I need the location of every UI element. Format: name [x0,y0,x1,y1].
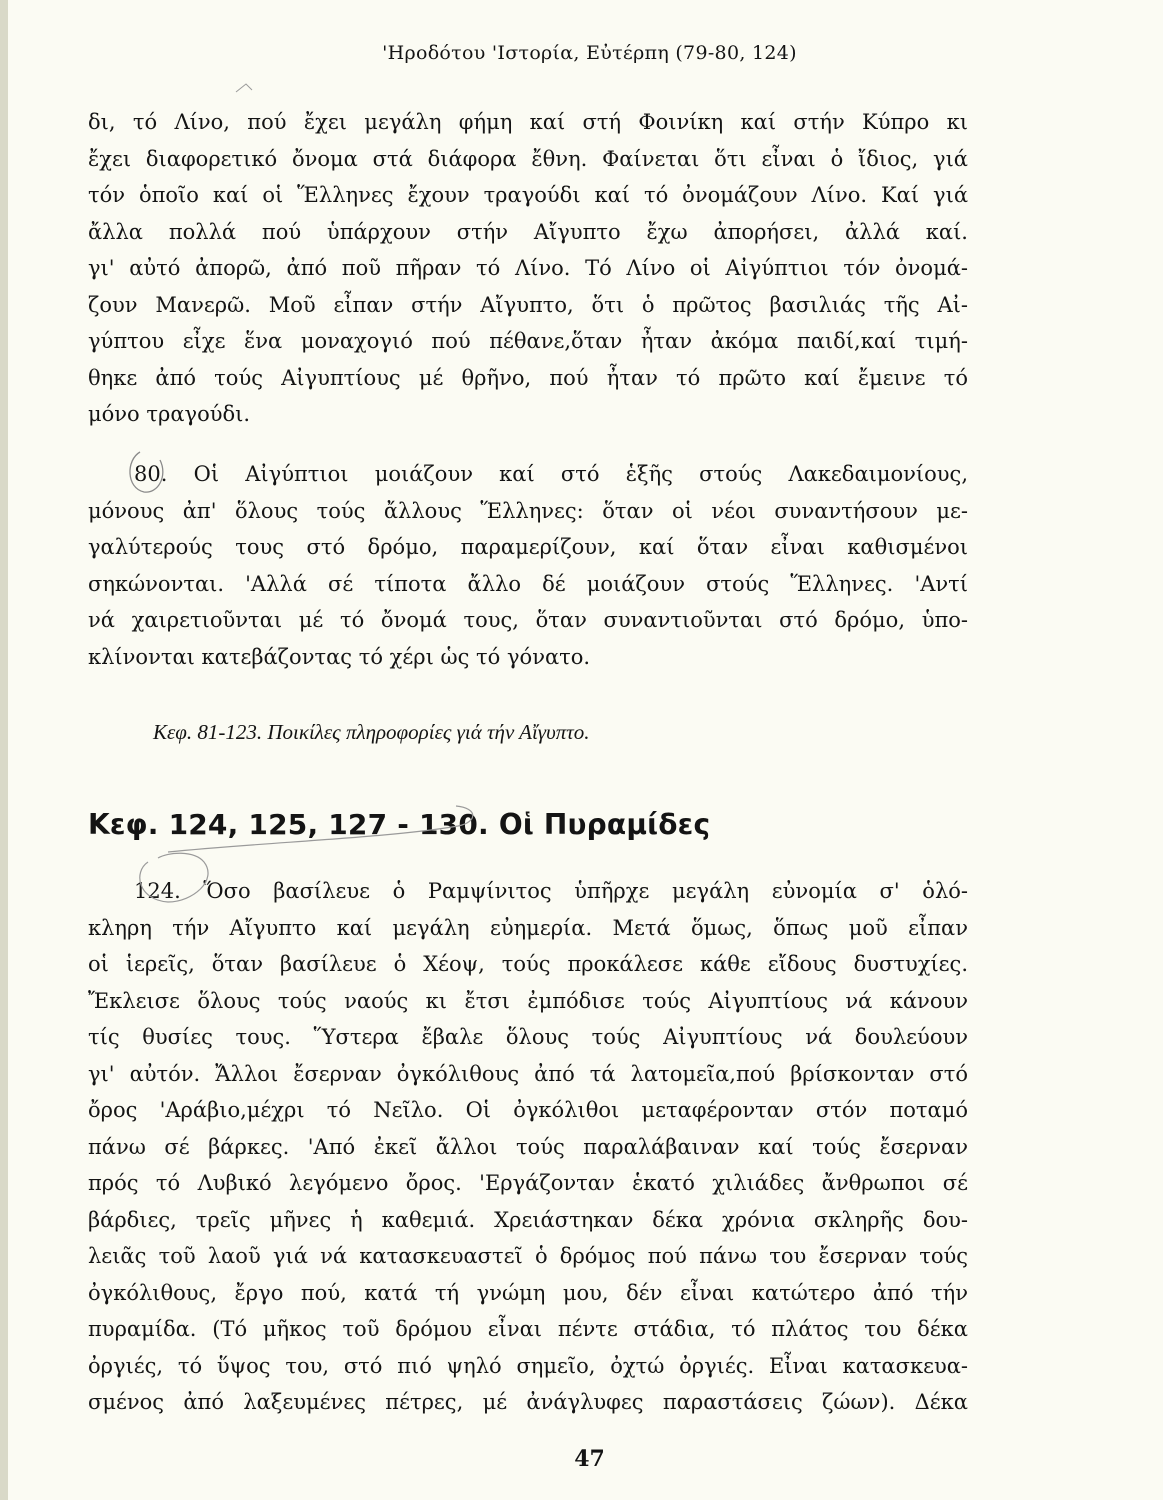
text-line: γύπτου εἶχε ἕνα μοναχογιό πού πέθανε,ὅταν ἦταν ἀκόμα παιδί,καί τιμή- [88,329,968,353]
text-line: γαλύτερούς τους στό δρόμο, παραμερίζουν, καί ὅταν εἶναι καθισμένοι [88,535,968,559]
text-line: δι, τό Λίνο, πού ἔχει μεγάλη φήμη καί στή Φοινίκη καί στήν Κύπρο κι [88,110,968,134]
text-line: 80. Οἱ Αἰγύπτιοι μοιάζουν καί στό ἑξῆς στούς Λακεδαιμονίους, [134,462,968,486]
text-line: ὄρος 'Αράβιο,μέχρι τό Νεῖλο. Οἱ ὀγκόλιθοι μεταφέρονταν στόν ποταμό [88,1098,968,1122]
text-line: Ἔκλεισε ὅλους τούς ναούς κι ἔτσι ἐμπόδισε τούς Αἰγυπτίους νά κάνουν [88,988,968,1013]
running-header: 'Ηροδότου 'Ιστορία, Εὐτέρπη (79-80, 124) [382,42,797,64]
text-line: τόν ὁποῖο καί οἱ Ἕλληνες ἔχουν τραγούδι καί τό ὀνομάζουν Λίνο. Καί γιά [88,183,968,207]
paragraph-124 [88,873,968,1421]
paragraph-80 [88,456,968,675]
text-line: γι' αὐτό ἀπορῶ, ἀπό ποῦ πῆραν τό Λίνο. Τό Λίνο οἱ Αἰγύπτιοι τόν ὀνομά- [88,256,968,280]
text-line: 124. Ὅσο βασίλευε ὁ Ραμψίνιτος ὑπῆρχε μεγάλη εὐνομία σ' ὁλό- [134,879,968,903]
text-line: ὀργιές, τό ὕψος του, στό πιό ψηλό σημεῖο, ὀχτώ ὀργιές. Εἶναι κατασκευα- [88,1353,968,1378]
text-line: βάρδιες, τρεῖς μῆνες ἡ καθεμιά. Χρειάστηκαν δέκα χρόνια σκληρῆς δου- [88,1207,968,1232]
text-line: ὀγκόλιθους, ἔργο πού, κατά τή γνώμη μου, δέν εἶναι κατώτερο ἀπό τήν [88,1280,968,1305]
text-line: νά χαιρετιοῦνται μέ τό ὄνομά τους, ὅταν συναντιοῦνται στό δρόμο, ὑπο- [88,608,968,632]
text-line: λειᾶς τοῦ λαοῦ γιά νά κατασκευαστεῖ ὁ δρόμος πού πάνω του ἔσερναν τούς [88,1244,968,1268]
text-line: γι' αὐτόν. Ἄλλοι ἔσερναν ὀγκόλιθους ἀπό τά λατομεῖα,πού βρίσκονταν στό [88,1061,968,1086]
text-line: σηκώνονται. 'Αλλά σέ τίποτα ἄλλο δέ μοιάζουν στούς Ἕλληνες. 'Αντί [88,571,968,596]
text-line: ἄλλα πολλά πού ὑπάρχουν στήν Αἴγυπτο ἔχω ἀπορήσει, ἀλλά καί. [88,219,968,244]
text-line: μόνους ἀπ' ὅλους τούς ἄλλους Ἕλληνες: ὅταν οἱ νέοι συναντήσουν με- [88,498,968,523]
text-line: πρός τό Λυβικό λεγόμενο ὄρος. 'Εργάζονταν ἑκατό χιλιάδες ἄνθρωποι σέ [88,1171,968,1195]
paragraph-79 [88,104,968,433]
text-line: μόνο τραγούδι. [88,402,251,426]
text-line: τίς θυσίες τους. Ὕστερα ἔβαλε ὅλους τούς Αἰγυπτίους νά δουλεύουν [88,1025,968,1049]
text-line: οἱ ἱερεῖς, ὅταν βασίλευε ὁ Χέοψ, τούς προκάλεσε κάθε εἴδους δυστυχίες. [88,952,968,976]
chapter-summary: Κεφ. 81-123. Ποικίλες πληροφορίες γιά τήν Αἴγυπτο. [153,720,590,744]
text-line: σμένος ἀπό λαξευμένες πέτρες, μέ ἀνάγλυφες παραστάσεις ζώων). Δέκα [88,1390,968,1414]
page-number: 47 [574,1446,605,1472]
pencil-tick [236,84,252,92]
text-line: ζουν Μανερῶ. Μοῦ εἶπαν στήν Αἴγυπτο, ὅτι ὁ πρῶτος βασιλιάς τῆς Αἰ- [88,292,968,317]
section-heading: Κεφ. 124, 125, 127 - 130. Οἱ Πυραμίδες [88,808,711,841]
text-line: πάνω σέ βάρκες. 'Από ἐκεῖ ἄλλοι τούς παραλάβαιναν καί τούς ἔσερναν [88,1134,968,1159]
text-line: ἔχει διαφορετικό ὄνομα στά διάφορα ἔθνη. Φαίνεται ὅτι εἶναι ὁ ἴδιος, γιά [88,146,968,171]
text-line: θηκε ἀπό τούς Αἰγυπτίους μέ θρῆνο, πού ἦταν τό πρῶτο καί ἔμεινε τό [88,365,968,390]
text-line: κλίνονται κατεβάζοντας τό χέρι ὡς τό γόνατο. [88,644,591,669]
text-line: κληρη τήν Αἴγυπτο καί μεγάλη εὐημερία. Μετά ὅμως, ὅπως μοῦ εἶπαν [88,915,968,940]
text-line: πυραμίδα. (Τό μῆκος τοῦ δρόμου εἶναι πέντε στάδια, τό πλάτος του δέκα [88,1317,968,1341]
